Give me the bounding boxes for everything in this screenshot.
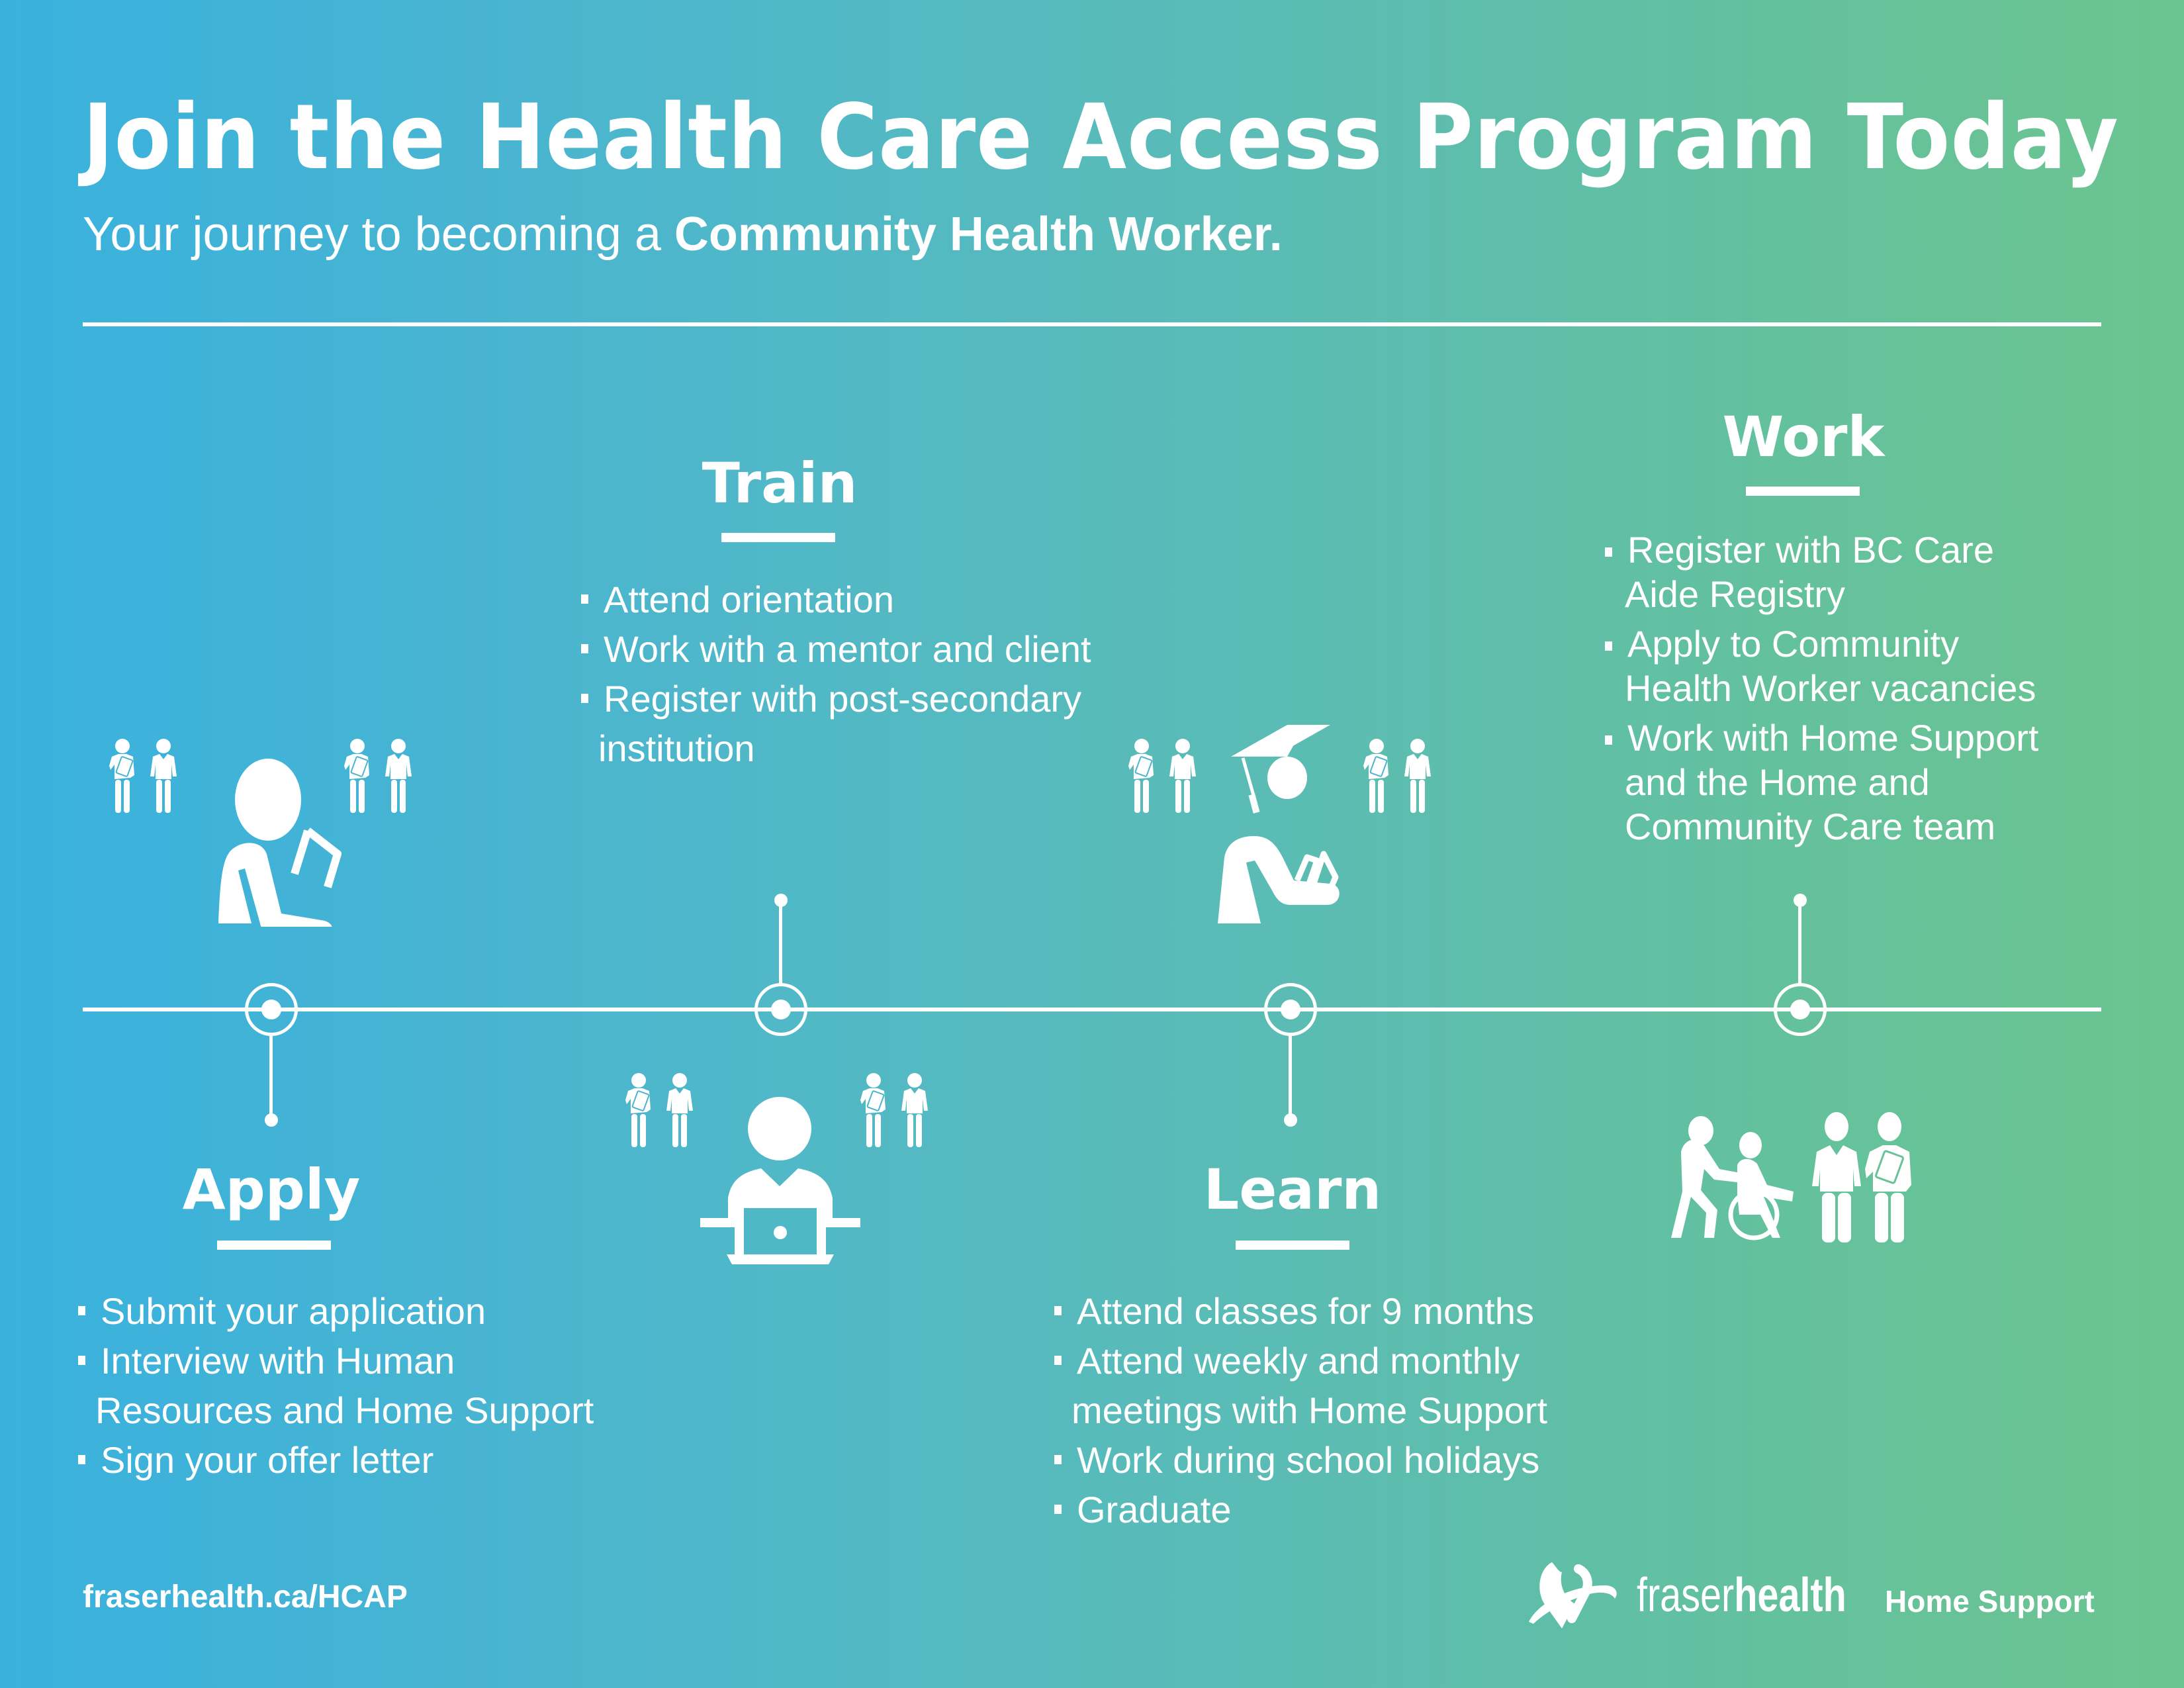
step-item: Attend weekly and monthly meetings with Home Support — [1054, 1336, 1547, 1435]
step-item: Register with post-secondary institution — [581, 674, 1091, 773]
stage-title-learn: Learn — [1203, 1157, 1382, 1222]
person-with-laptop-icon — [622, 1066, 940, 1264]
step-item: Work with a mentor and client — [581, 624, 1091, 674]
caregiver-wheelchair-icon — [1661, 1105, 1952, 1244]
stage-steps-apply — [78, 1286, 594, 1485]
step-item: Work with Home Support and the Home and Community Care team — [1605, 716, 2038, 849]
timeline-stem-train — [779, 904, 782, 986]
page-title: Join the Health Care Access Program Today — [83, 85, 2119, 190]
train-illustration — [622, 1066, 940, 1264]
heart-swoosh-logo-icon — [1525, 1559, 1625, 1632]
timeline-stem-apply — [269, 1033, 273, 1119]
stage-underline-train — [721, 533, 835, 542]
subtitle-emphasis: Community Health Worker. — [674, 208, 1283, 261]
header-divider — [83, 322, 2101, 326]
fraser-health-logo — [1525, 1559, 1899, 1632]
program-url-link[interactable]: fraserhealth.ca/HCAP — [83, 1579, 408, 1615]
timeline-stem-dot-train — [774, 894, 788, 907]
stage-steps-train — [581, 575, 1091, 773]
logo-wordmark: fraserhealth — [1637, 1569, 1846, 1622]
person-with-clipboard-icon — [109, 735, 427, 927]
step-item: Interview with Human Resources and Home Support — [78, 1336, 594, 1435]
step-item: Register with BC Care Aide Registry — [1605, 528, 2038, 616]
step-item: Apply to Community Health Worker vacancies — [1605, 622, 2038, 710]
stage-title-work: Work — [1722, 404, 1885, 469]
timeline-stem-dot-apply — [265, 1113, 278, 1127]
timeline-stem-learn — [1289, 1033, 1292, 1119]
apply-illustration — [109, 735, 427, 927]
step-item: Sign your offer letter — [78, 1435, 594, 1485]
stage-underline-learn — [1236, 1241, 1349, 1250]
work-illustration — [1661, 1105, 1952, 1244]
stage-underline-apply — [217, 1241, 331, 1250]
timeline-stem-work — [1798, 904, 1801, 986]
step-item: Attend classes for 9 months — [1054, 1286, 1547, 1336]
step-item: Work during school holidays — [1054, 1435, 1547, 1485]
stage-steps-learn — [1054, 1286, 1547, 1534]
timeline-node-learn — [1264, 983, 1317, 1036]
learn-illustration — [1125, 725, 1449, 930]
stage-title-apply: Apply — [182, 1157, 361, 1222]
department-label: Home Support — [1885, 1584, 2095, 1618]
timeline-stem-dot-learn — [1284, 1113, 1297, 1127]
step-item: Attend orientation — [581, 575, 1091, 624]
stage-title-train: Train — [702, 451, 858, 516]
page-subtitle — [83, 208, 1283, 261]
timeline-node-apply — [245, 983, 298, 1036]
graduate-reading-book-icon — [1125, 725, 1449, 930]
stage-underline-work — [1746, 487, 1860, 496]
timeline-stem-dot-work — [1794, 894, 1807, 907]
timeline-node-work — [1774, 983, 1827, 1036]
subtitle-prefix: Your journey to becoming a — [83, 208, 674, 261]
timeline-node-train — [754, 983, 807, 1036]
step-item: Graduate — [1054, 1485, 1547, 1534]
step-item: Submit your application — [78, 1286, 594, 1336]
stage-steps-work — [1605, 528, 2038, 849]
